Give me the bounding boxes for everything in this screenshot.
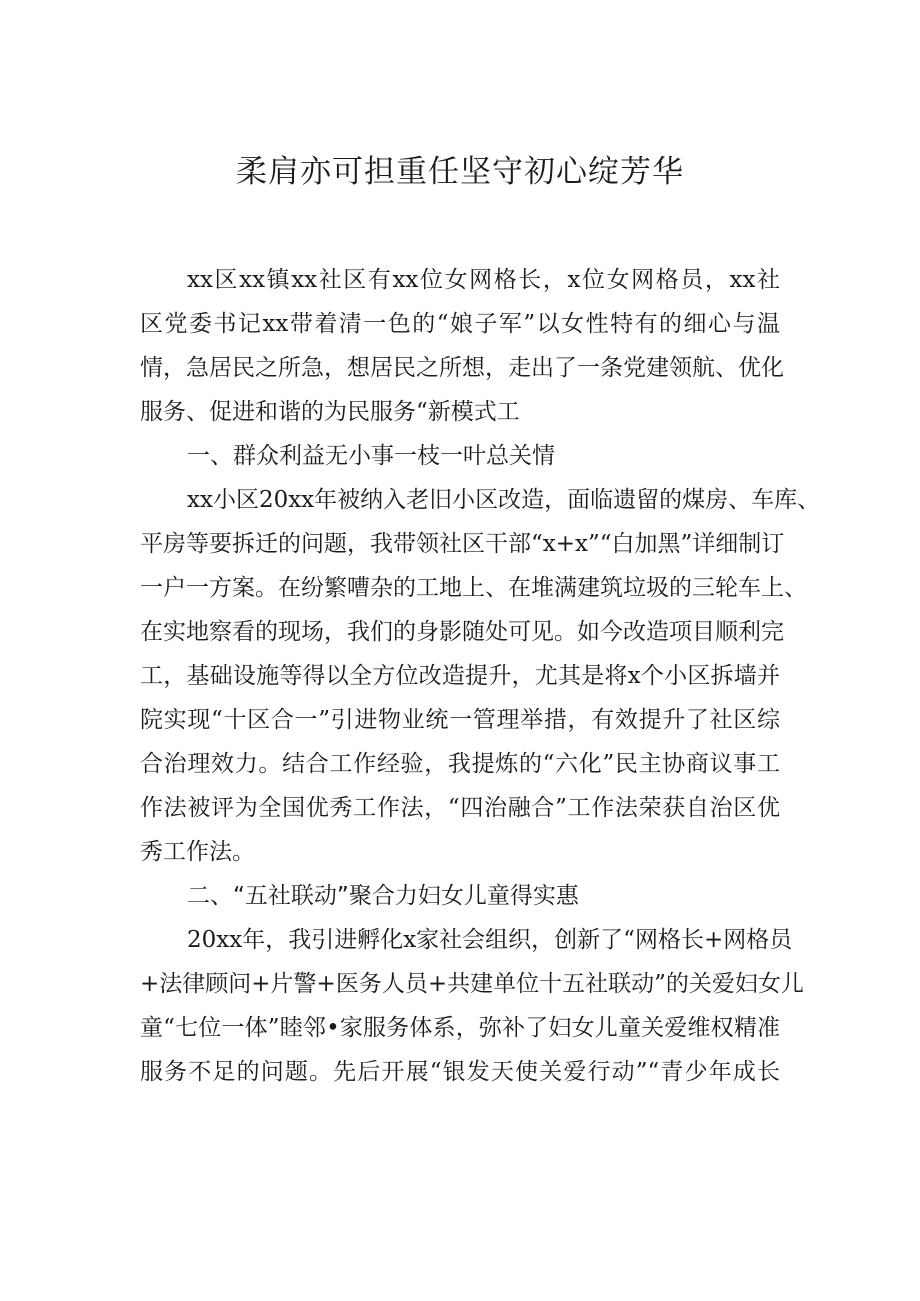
- section-1-heading: 一、群众利益无小事一枝一叶总关情: [187, 443, 555, 469]
- intro-line-1: xx区xx镇xx社区有xx位女网格长，x位女网格员，xx社: [187, 267, 780, 293]
- section-1-line-7: 合治理效力。结合工作经验，我提炼的“六化”民主协商议事工: [140, 751, 780, 777]
- section-2-line-4: 服务不足的问题。先后开展“银发天使关爱行动”“青少年成长: [140, 1059, 780, 1085]
- section-1-line-5: 工，基础设施等得以全方位改造提升，尤其是将x个小区拆墙并: [140, 663, 780, 689]
- section-2-line-1: 20xx年，我引进孵化x家社会组织，创新了“网格长+网格员: [187, 927, 793, 953]
- document-title: 柔肩亦可担重任坚守初心绽芳华: [236, 154, 684, 190]
- section-2-heading: 二、“五社联动”聚合力妇女儿童得实惠: [187, 883, 579, 909]
- section-2-line-3: 童“七位一体”睦邻•家服务体系，弥补了妇女儿童关爱维权精准: [140, 1015, 780, 1041]
- intro-line-2: 区党委书记xx带着清一色的“娘子军”以女性特有的细心与温: [140, 311, 780, 337]
- section-1-line-9: 秀工作法。: [140, 839, 255, 865]
- section-2-line-2: +法律顾问+片警+医务人员+共建单位十五社联动”的关爱妇女儿: [140, 971, 804, 997]
- section-1-line-3: 一户一方案。在纷繁嘈杂的工地上、在堆满建筑垃圾的三轮车上、: [140, 575, 807, 601]
- section-1-line-4: 在实地察看的现场，我们的身影随处可见。如今改造项目顺利完: [140, 619, 784, 645]
- section-1-line-8: 作法被评为全国优秀工作法，“四治融合”工作法荣获自治区优: [140, 795, 780, 821]
- section-1-line-2: 平房等要拆迁的问题，我带领社区干部“x+x”“白加黑”详细制订: [140, 531, 785, 557]
- section-1-line-1: xx小区20xx年被纳入老旧小区改造，面临遗留的煤房、车库、: [187, 487, 821, 513]
- intro-line-4: 服务、促进和谐的为民服务“新模式工: [140, 399, 520, 425]
- section-1-line-6: 院实现“十区合一”引进物业统一管理举措，有效提升了社区综: [140, 707, 780, 733]
- intro-line-3: 情，急居民之所急，想居民之所想，走出了一条党建领航、优化: [140, 355, 784, 381]
